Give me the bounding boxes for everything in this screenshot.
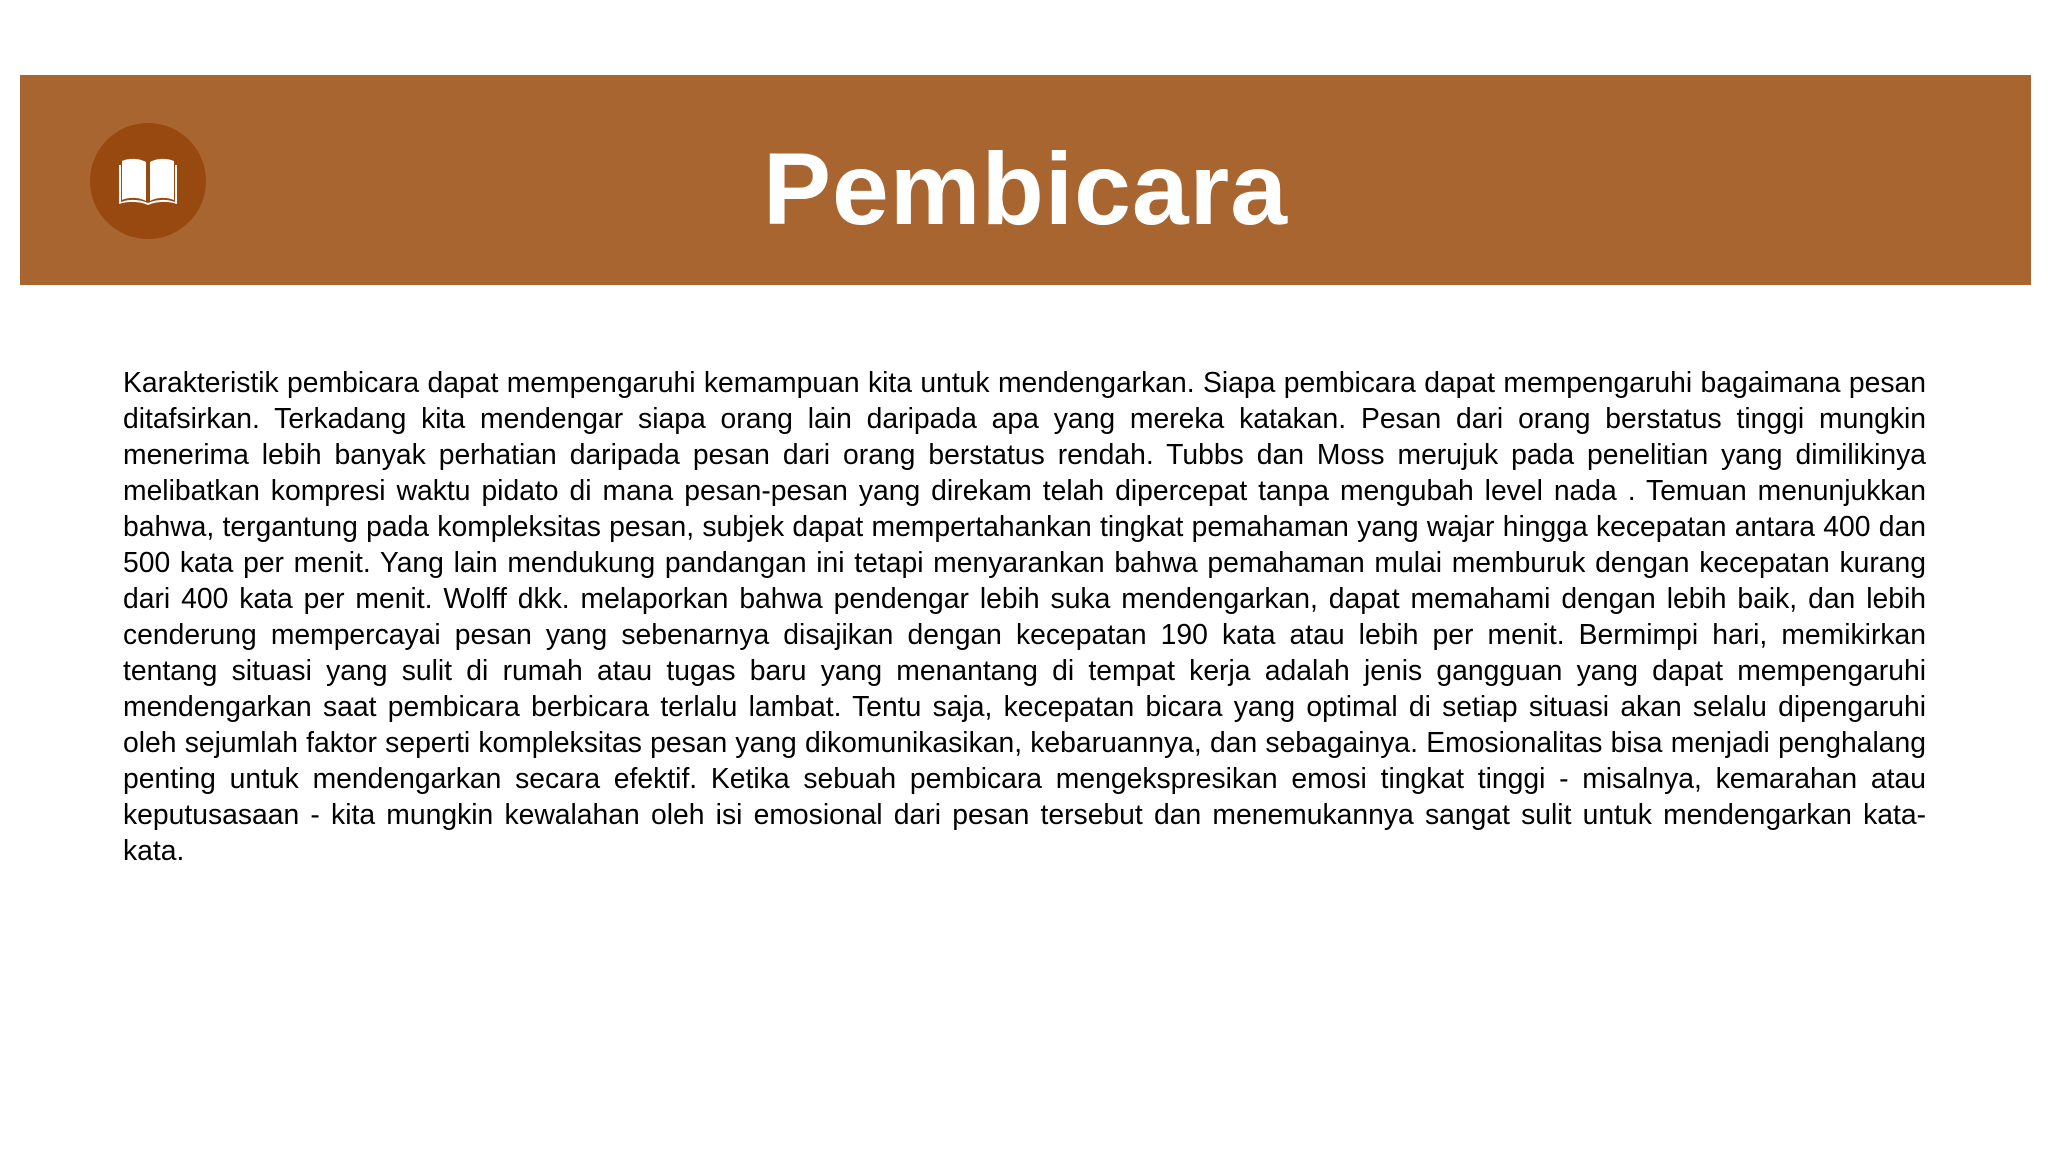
title-banner <box>20 75 2031 285</box>
slide-title: Pembicara <box>763 131 1288 246</box>
body-paragraph: Karakteristik pembicara dapat mempengaruhi kemampuan kita untuk mendengarkan. Siapa pembicara dapat mempengaruhi bagaimana pesan ditafsirkan. Terkadang kita mendengar siapa orang lain daripada apa yang mereka katakan. Pesan dari orang berstatus tinggi mungkin menerima lebih banyak perhatian daripada pesan dari orang berstatus rendah. Tubbs dan Moss merujuk pada penelitian yang dimilikinya melibatkan kompresi waktu pidato di mana pesan-pesan yang direkam telah dipercepat tanpa mengubah level nada . Temuan menunjukkan bahwa, tergantung pada kompleksitas pesan, subjek dapat mempertahankan tingkat pemahaman yang wajar hingga kecepatan antara 400 dan 500 kata per menit. Yang lain mendukung pandangan ini tetapi menyarankan bahwa pemahaman mulai memburuk dengan kecepatan kurang dari 400 kata per menit. Wolff dkk. melaporkan bahwa pendengar lebih suka mendengarkan, dapat memahami dengan lebih baik, dan lebih cenderung mempercayai pesan yang sebenarnya disajikan dengan kecepatan 190 kata atau lebih per menit. Bermimpi hari, memikirkan tentang situasi yang sulit di rumah atau tugas baru yang menantang di tempat kerja adalah jenis gangguan yang dapat mempengaruhi mendengarkan saat pembicara berbicara terlalu lambat. Tentu saja, kecepatan bicara yang optimal di setiap situasi akan selalu dipengaruhi oleh sejumlah faktor seperti kompleksitas pesan yang dikomunikasikan, kebaruannya, dan sebagainya. Emosionalitas bisa menjadi penghalang penting untuk mendengarkan secara efektif. Ketika sebuah pembicara mengekspresikan emosi tingkat tinggi - misalnya, kemarahan atau keputusasaan - kita mungkin kewalahan oleh isi emosional dari pesan tersebut dan menemukannya sangat sulit untuk mendengarkan kata-kata. <box>123 366 1926 866</box>
